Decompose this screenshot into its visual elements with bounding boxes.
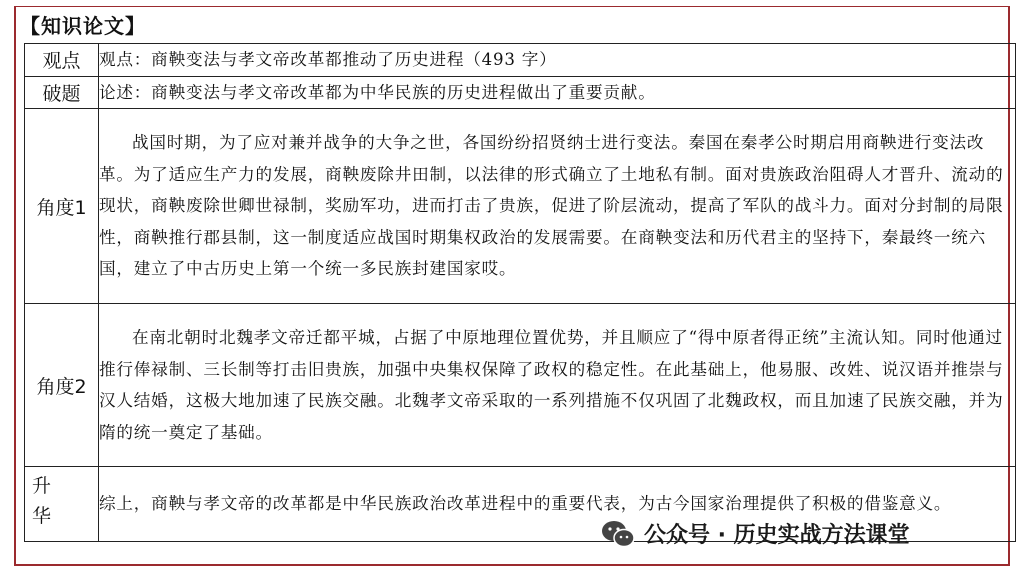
wechat-icon <box>600 519 636 549</box>
row-content-angle-2: 在南北朝时北魏孝文帝迁都平城，占据了中原地理位置优势，并且顺应了“得中原者得正统”主流认知。同时他通过推行俸禄制、三长制等打击旧贵族，加强中央集权保障了政权的稳定性。在此基础上，他易服、改姓、说汉语并推崇与汉人结婚，这极大地加速了民族交融。北魏孝文帝采取的一系列措施不仅巩固了北魏政权，而且加速了民族交融，并为隋的统一奠定了基础。 <box>99 304 1016 467</box>
row-content-sublimation: 综上，商鞅与孝文帝的改革都是中华民族政治改革进程中的重要代表，为古今国家治理提供了积极的借鉴意义。 <box>99 467 1016 542</box>
row-label-angle-2: 角度2 <box>25 304 99 467</box>
section-title: 【知识论文】 <box>20 14 146 38</box>
row-label-thesis: 破题 <box>25 76 99 109</box>
row-content-thesis: 论述：商鞅变法与孝文帝改革都为中华民族的历史进程做出了重要贡献。 <box>99 76 1016 109</box>
table-row <box>25 109 1016 304</box>
row-label-viewpoint: 观点 <box>25 44 99 77</box>
row-content-angle-1: 战国时期，为了应对兼并战争的大争之世，各国纷纷招贤纳士进行变法。秦国在秦孝公时期启用商鞅进行变法改革。为了适应生产力的发展，商鞅废除井田制，以法律的形式确立了土地私有制。面对贵族政治阻碍人才晋升、流动的现状，商鞅废除世卿世禄制，奖励军功，进而打击了贵族，促进了阶层流动，提高了军队的战斗力。面对分封制的局限性，商鞅推行郡县制，这一制度适应战国时期集权政治的发展需要。在商鞅变法和历代君主的坚持下，秦最终一统六国，建立了中古历史上第一个统一多民族封建国家哎。 <box>99 109 1016 304</box>
essay-table <box>24 43 1016 542</box>
row-label-sublimation <box>25 467 99 542</box>
table-row <box>25 304 1016 467</box>
table-row <box>25 44 1016 77</box>
row-label-angle-1: 角度1 <box>25 109 99 304</box>
row-content-viewpoint: 观点：商鞅变法与孝文帝改革都推动了历史进程（493 字） <box>99 44 1016 77</box>
watermark <box>600 518 910 549</box>
watermark-text: 公众号 · 历史实战方法课堂 <box>644 523 910 548</box>
row-label-sublimation-text: 升华 <box>32 475 52 527</box>
table-row <box>25 76 1016 109</box>
